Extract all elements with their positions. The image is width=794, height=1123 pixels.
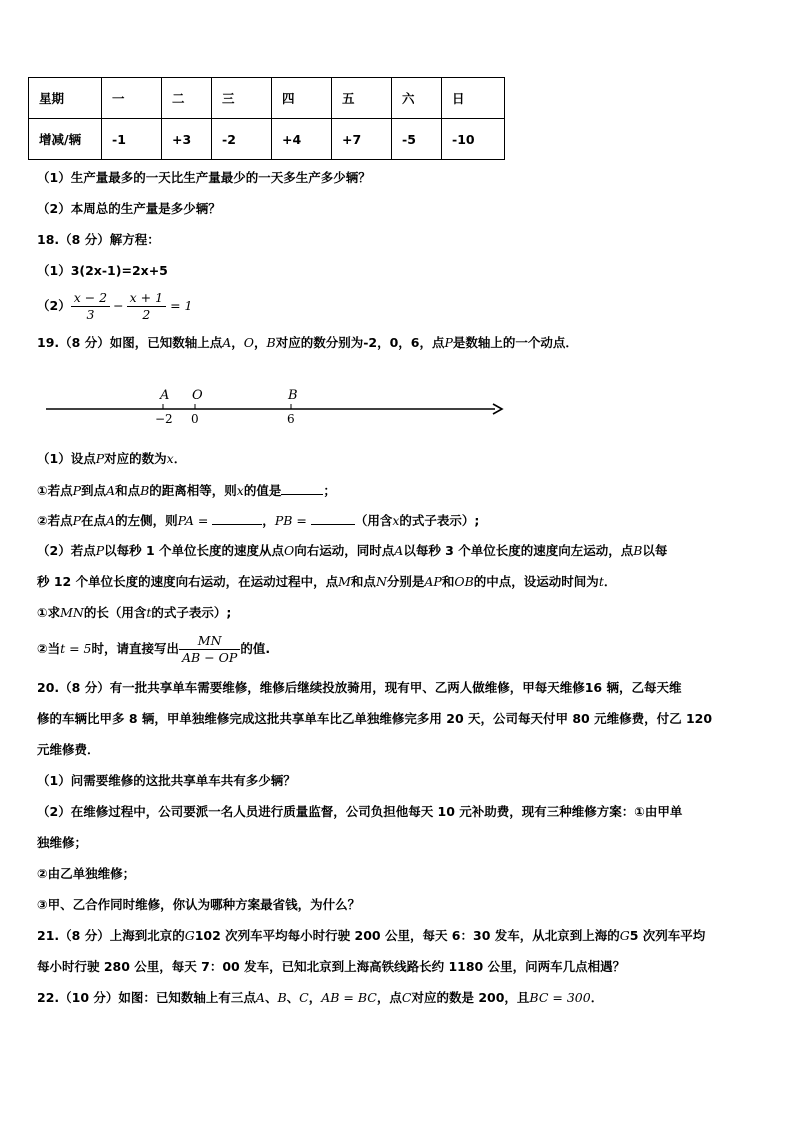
var: A <box>106 513 116 528</box>
fraction-numerator: MN <box>179 633 240 650</box>
table-cell: +3 <box>162 119 212 160</box>
q18-part2 <box>37 289 192 323</box>
text: 的中点，设运动时间为 <box>473 574 599 589</box>
text: 对应的数为 <box>104 451 167 466</box>
table-row <box>29 119 505 160</box>
q19-sub2-line1 <box>37 543 667 559</box>
var: A <box>222 335 232 350</box>
table-cell: 增减/辆 <box>29 119 102 160</box>
q21-line2: 每小时行驶 280 公里，每天 7：00 发车，已知北京到上海高铁线路长约 1180 公里，问两车几点相遇？ <box>37 959 626 974</box>
text: 、 <box>286 990 300 1005</box>
text: 的式子表示）; <box>399 513 480 528</box>
q20-line3: 元维修费． <box>37 742 100 757</box>
text: （1）设点 <box>37 451 96 466</box>
q18-heading: 18.（8 分）解方程： <box>37 232 160 247</box>
text: ， <box>231 335 244 350</box>
point-label: A <box>160 388 170 403</box>
text: 在点 <box>81 513 107 528</box>
text: 和点 <box>115 483 141 498</box>
table-cell: -10 <box>442 119 505 160</box>
table-header-row <box>29 78 505 119</box>
text: （用含 <box>354 513 393 528</box>
text: = <box>193 513 213 528</box>
var: P <box>72 483 82 498</box>
fraction-denominator: AB − OP <box>182 650 238 665</box>
q17-part1: （1）生产量最多的一天比生产量最少的一天多生产多少辆？ <box>37 170 371 185</box>
var: O <box>284 543 295 558</box>
var: PA <box>177 513 194 528</box>
text: ， <box>262 513 275 528</box>
text: = <box>292 513 311 528</box>
var: t <box>146 605 152 620</box>
text: 的值. <box>240 641 271 656</box>
text: 19.（8 分）如图，已知数轴上点 <box>37 335 223 350</box>
var: t <box>598 574 604 589</box>
var: P <box>95 451 105 466</box>
text: 时，请直接写出 <box>91 641 180 656</box>
q20-sub2-line3: ②由乙单独维修； <box>37 866 136 881</box>
q20-line2: 修的车辆比甲多 8 辆，甲单独维修完成这批共享单车比乙单独维修完多用 20 天，公司每天付甲 80 元维修费，付乙 120 <box>37 711 713 726</box>
fraction-mn-ratio <box>179 633 240 666</box>
answer-blank[interactable] <box>281 482 323 495</box>
table-cell: 三 <box>212 78 272 119</box>
var: BC = 300 <box>529 990 591 1005</box>
var: x <box>236 483 244 498</box>
table-cell: 五 <box>332 78 392 119</box>
text: ①若点 <box>37 483 73 498</box>
var: G <box>619 928 630 943</box>
text: 5 次列车平均 <box>629 928 706 943</box>
var: AB = BC <box>321 990 377 1005</box>
text: 的长（用含 <box>83 605 147 620</box>
q19-sub2-line2 <box>37 574 616 590</box>
fraction-numerator: x + 1 <box>127 290 166 307</box>
text: ，点 <box>376 990 402 1005</box>
var: A <box>394 543 404 558</box>
table-cell: -2 <box>212 119 272 160</box>
text: 向右运动，同时点 <box>294 543 395 558</box>
var: B <box>140 483 150 498</box>
equals-one: = 1 <box>170 298 193 313</box>
table-cell: 二 <box>162 78 212 119</box>
fraction-1 <box>71 290 110 323</box>
text: 分别是 <box>386 574 425 589</box>
q17-part2: （2）本周总的生产量是多少辆？ <box>37 201 221 216</box>
var: C <box>401 990 412 1005</box>
var: x <box>166 451 174 466</box>
text: 的左侧，则 <box>115 513 178 528</box>
tick-label: −2 <box>155 412 173 426</box>
var: PB <box>274 513 293 528</box>
q20-sub2-line2: 独维修； <box>37 835 88 850</box>
text: ， <box>254 335 267 350</box>
text: 的距离相等，则 <box>149 483 237 498</box>
var: A <box>106 483 116 498</box>
text: 对应的数分别为-2，0，6，点 <box>275 335 445 350</box>
var: P <box>72 513 82 528</box>
text: 是数轴上的一个动点． <box>452 335 578 350</box>
var: B <box>277 990 287 1005</box>
text: 到点 <box>81 483 107 498</box>
fraction-denominator: 3 <box>86 307 95 322</box>
q20-sub2-line1: （2）在维修过程中，公司要派一名人员进行质量监督，公司负担他每天 10 元补助费，现有三种维修方案：①由甲单 <box>37 804 683 819</box>
text: ， <box>308 990 322 1005</box>
var: P <box>444 335 453 350</box>
table-cell: 四 <box>272 78 332 119</box>
tick-label: 0 <box>191 412 199 426</box>
text: ②当 <box>37 641 61 656</box>
text: ． <box>590 990 604 1005</box>
text: 的式子表示）; <box>151 605 232 620</box>
var: O <box>243 335 254 350</box>
text: 对应的数是 200，且 <box>411 990 530 1005</box>
point-label: O <box>192 388 203 403</box>
q19-sub2-item1 <box>37 605 231 621</box>
q19-heading <box>37 335 578 351</box>
fraction-numerator: x − 2 <box>71 290 110 307</box>
q18-part1: （1）3(2x-1)=2x+5 <box>37 263 168 278</box>
text: ． <box>603 574 617 589</box>
q18-part2-label: （2） <box>37 298 71 313</box>
var: N <box>375 574 387 589</box>
tick-label: 6 <box>287 412 295 426</box>
q20-sub1: （1）问需要维修的这批共享单车共有多少辆？ <box>37 773 296 788</box>
table-cell: 六 <box>392 78 442 119</box>
table-cell: -5 <box>392 119 442 160</box>
answer-blank[interactable] <box>311 512 355 525</box>
text: 22.（10 分）如图：已知数轴上有三点 <box>37 990 256 1005</box>
var: x <box>392 513 400 528</box>
var: M <box>338 574 351 589</box>
production-change-table <box>28 77 505 160</box>
var: B <box>266 335 276 350</box>
text: 、 <box>264 990 278 1005</box>
text: 的值是 <box>243 483 282 498</box>
var: G <box>184 928 195 943</box>
var: AP <box>424 574 442 589</box>
q19-sub1-item2 <box>37 512 479 529</box>
text: 以每 <box>642 543 668 558</box>
point-label: B <box>288 388 298 403</box>
text: （2）若点 <box>37 543 96 558</box>
table-cell: +7 <box>332 119 392 160</box>
fraction-2 <box>127 290 166 323</box>
text: 以每秒 1 个单位长度的速度从点 <box>104 543 285 558</box>
q20-sub2-line4: ③甲、乙合作同时维修，你认为哪种方案最省钱，为什么？ <box>37 897 361 912</box>
fraction-denominator: 2 <box>142 307 151 322</box>
text: 21.（8 分）上海到北京的 <box>37 928 185 943</box>
table-cell: -1 <box>102 119 162 160</box>
var: t = 5 <box>60 641 92 656</box>
table-cell: 星期 <box>29 78 102 119</box>
text: 102 次列车平均每小时行驶 200 公里，每天 6：30 发车，从北京到上海的 <box>194 928 620 943</box>
q20-line1: 20.（8 分）有一批共享单车需要维修，维修后继续投放骑用，现有甲、乙两人做维修，甲每天维修16 辆，乙每天维 <box>37 680 682 695</box>
text: ①求 <box>37 605 61 620</box>
var: OB <box>454 574 474 589</box>
text: ②若点 <box>37 513 73 528</box>
table-cell: +4 <box>272 119 332 160</box>
var: C <box>299 990 309 1005</box>
q21-line1 <box>37 928 705 944</box>
answer-blank[interactable] <box>212 512 262 525</box>
var: A <box>255 990 265 1005</box>
var: B <box>633 543 643 558</box>
table-cell: 日 <box>442 78 505 119</box>
var: MN <box>60 605 84 620</box>
q19-sub2-item2 <box>37 632 270 666</box>
text: 和点 <box>350 574 376 589</box>
text: ． <box>173 451 187 466</box>
var: P <box>95 543 105 558</box>
text: 和 <box>441 574 455 589</box>
q22-line1 <box>37 990 603 1006</box>
q19-sub1 <box>37 451 186 467</box>
text: 以每秒 3 个单位长度的速度向左运动，点 <box>403 543 634 558</box>
q19-sub1-item1 <box>37 482 336 499</box>
table-cell: 一 <box>102 78 162 119</box>
minus-sign: − <box>113 298 124 313</box>
text: ； <box>323 483 336 498</box>
number-line-figure <box>40 382 510 432</box>
text: 秒 12 个单位长度的速度向右运动，在运动过程中，点 <box>37 574 339 589</box>
